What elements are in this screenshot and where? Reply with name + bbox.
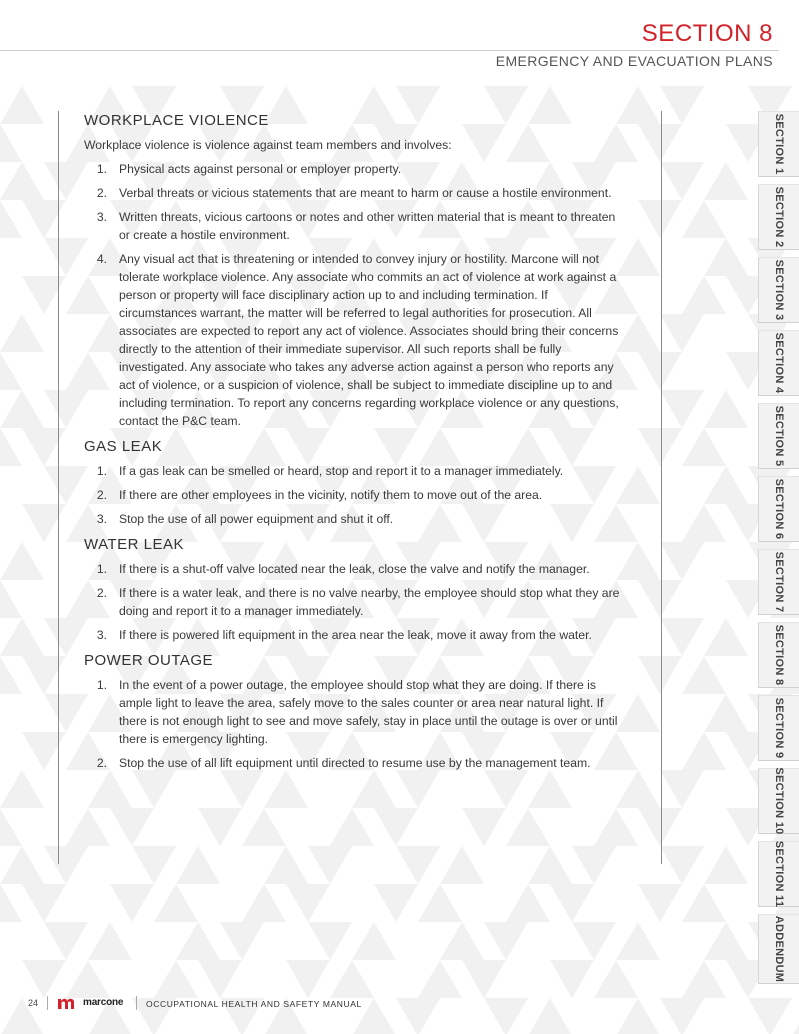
section-tabs <box>758 111 799 991</box>
water-leak-heading: WATER LEAK <box>84 536 185 553</box>
pattern-triangle <box>0 86 44 124</box>
tab-section-2[interactable]: SECTION 2 <box>758 184 799 250</box>
tab-addendum[interactable]: ADDENDUM <box>758 914 799 984</box>
tab-section-11[interactable]: SECTION 11 <box>758 841 799 907</box>
pattern-triangle <box>154 960 198 998</box>
pattern-triangle <box>0 656 22 694</box>
pattern-triangle <box>704 390 748 428</box>
pattern-triangle <box>682 884 726 922</box>
pattern-triangle <box>682 504 726 542</box>
tab-section-3[interactable]: SECTION 3 <box>758 257 799 323</box>
pattern-triangle <box>682 732 726 770</box>
pattern-triangle <box>660 390 704 428</box>
workplace-violence-list <box>84 160 624 430</box>
pattern-triangle <box>682 656 726 694</box>
list-item: 2. Stop the use of all lift equipment until directed to resume use by the management team. <box>96 756 591 770</box>
pattern-triangle <box>418 884 462 922</box>
list-item: 2. If there is a water leak, and there is no valve nearby, the employee should stop what they are doing and report it to a manager immediately. <box>96 586 620 618</box>
list-item: 2. Verbal threats or vicious statements that are meant to harm or cause a hostile environment. <box>96 186 612 200</box>
water-leak-list <box>84 560 624 644</box>
pattern-triangle <box>704 922 748 960</box>
pattern-triangle <box>66 960 110 998</box>
pattern-triangle <box>88 922 132 960</box>
pattern-triangle <box>484 922 528 960</box>
pattern-triangle <box>44 922 88 960</box>
logo-wordmark: marcone <box>83 997 124 1008</box>
pattern-triangle <box>198 960 242 998</box>
pattern-triangle <box>352 922 396 960</box>
pattern-triangle <box>550 960 594 998</box>
pattern-triangle <box>330 960 374 998</box>
document-body <box>84 110 624 778</box>
tab-section-9[interactable]: SECTION 9 <box>758 695 799 761</box>
pattern-triangle <box>594 960 638 998</box>
pattern-triangle <box>682 276 726 314</box>
pattern-triangle <box>0 808 22 846</box>
footer-divider <box>47 996 48 1010</box>
pattern-triangle <box>660 618 704 656</box>
list-item: 1. In the event of a power outage, the employee should stop what they are doing. If there is ample light to leave the area, safely move to the sales counter or area near natural light. If there is not enough light to see and move safely, stay in place until the outage is over or until there is emergency lighting. <box>96 678 618 746</box>
pattern-triangle <box>0 314 44 352</box>
pattern-triangle <box>660 770 704 808</box>
tab-section-1[interactable]: SECTION 1 <box>758 111 799 177</box>
pattern-triangle <box>440 922 484 960</box>
pattern-triangle <box>110 884 154 922</box>
list-item: 2. If there are other employees in the vicinity, notify them to move out of the area. <box>96 488 543 502</box>
pattern-triangle <box>616 922 660 960</box>
pattern-triangle <box>506 884 550 922</box>
tab-section-8[interactable]: SECTION 8 <box>758 622 799 688</box>
pattern-triangle <box>462 960 506 998</box>
pattern-triangle <box>154 884 198 922</box>
pattern-triangle <box>0 846 44 884</box>
pattern-triangle <box>660 314 704 352</box>
pattern-triangle <box>550 884 594 922</box>
pattern-triangle <box>22 960 66 998</box>
workplace-violence-intro: Workplace violence is violence against team members and involves: <box>84 138 452 152</box>
pattern-triangle <box>660 542 704 580</box>
pattern-triangle <box>0 352 22 390</box>
pattern-triangle <box>374 884 418 922</box>
pattern-triangle <box>418 960 462 998</box>
pattern-triangle <box>704 694 748 732</box>
power-outage-heading: POWER OUTAGE <box>84 652 214 669</box>
page-footer <box>0 994 799 1016</box>
pattern-triangle <box>0 542 44 580</box>
page-number: 24 <box>28 998 39 1008</box>
pattern-triangle <box>0 162 44 200</box>
pattern-triangle <box>0 124 22 162</box>
marcone-logo-icon <box>57 996 77 1010</box>
gas-leak-heading: GAS LEAK <box>84 438 163 455</box>
pattern-triangle <box>0 580 22 618</box>
workplace-violence-section <box>84 110 624 430</box>
pattern-triangle <box>0 618 44 656</box>
workplace-violence-heading: WORKPLACE VIOLENCE <box>84 112 269 129</box>
pattern-triangle <box>286 884 330 922</box>
list-item: 3. Stop the use of all power equipment and shut it off. <box>96 512 394 526</box>
pattern-triangle <box>286 960 330 998</box>
list-item: 1. If there is a shut-off valve located near the leak, close the valve and notify the manager. <box>96 562 590 576</box>
tab-section-4[interactable]: SECTION 4 <box>758 330 799 396</box>
power-outage-list <box>84 676 624 772</box>
list-item: 3. If there is powered lift equipment in the area near the leak, move it away from the water. <box>96 628 592 642</box>
tab-section-6[interactable]: SECTION 6 <box>758 476 799 542</box>
manual-title: OCCUPATIONAL HEALTH AND SAFETY MANUAL <box>146 999 362 1009</box>
pattern-triangle <box>638 884 682 922</box>
list-item: 1. Physical acts against personal or employer property. <box>96 162 402 176</box>
pattern-triangle <box>572 922 616 960</box>
pattern-triangle <box>704 238 748 276</box>
pattern-triangle <box>660 846 704 884</box>
section-subtitle: EMERGENCY AND EVACUATION PLANS <box>495 53 773 69</box>
section-title: SECTION 8 <box>641 20 773 47</box>
pattern-triangle <box>704 162 748 200</box>
tab-section-7[interactable]: SECTION 7 <box>758 549 799 615</box>
footer-divider <box>136 996 137 1010</box>
tab-section-10[interactable]: SECTION 10 <box>758 768 799 834</box>
pattern-triangle <box>0 884 22 922</box>
water-leak-section <box>84 534 624 644</box>
pattern-triangle <box>682 200 726 238</box>
pattern-triangle <box>704 466 748 504</box>
pattern-triangle <box>0 770 44 808</box>
pattern-triangle <box>176 922 220 960</box>
pattern-triangle <box>682 428 726 466</box>
pattern-triangle <box>242 884 286 922</box>
pattern-triangle <box>704 618 748 656</box>
list-item: 3. Written threats, vicious cartoons or notes and other written material that is meant to threaten or create a hostile environment. <box>96 210 616 242</box>
pattern-triangle <box>0 200 22 238</box>
pattern-triangle <box>660 162 704 200</box>
header-divider <box>0 50 779 51</box>
list-item: 1. If a gas leak can be smelled or heard, stop and report it to a manager immediately. <box>96 464 564 478</box>
pattern-triangle <box>660 86 704 124</box>
pattern-triangle <box>22 884 66 922</box>
pattern-triangle <box>308 922 352 960</box>
pattern-triangle <box>704 846 748 884</box>
gas-leak-list <box>84 462 624 528</box>
pattern-triangle <box>682 960 726 998</box>
gas-leak-section <box>84 436 624 528</box>
tab-section-5[interactable]: SECTION 5 <box>758 403 799 469</box>
pattern-triangle <box>0 390 44 428</box>
list-item: 4. Any visual act that is threatening or intended to convey injury or hostility. Marcone will not tolerate workplace violence. Any associate who commits an act of violence at work against a person or property will face disciplinary action up to and including termination. If circumstances warrant, the matter will be referred to legal authorities for prosecution. All associates are expected to report any act of violence. Associates should bring their concerns directly to the attention of their immediate supervisor. All such reports shall be fully investigated. Any associate who takes any adverse action against a person who reports any act of violence, or a suspicion of violence, shall be subject to immediate discipline up to and including termination. To report any concerns regarding workplace violence or any questions, contact the P&C team. <box>96 252 619 428</box>
power-outage-section <box>84 650 624 772</box>
pattern-triangle <box>220 922 264 960</box>
pattern-triangle <box>0 428 22 466</box>
